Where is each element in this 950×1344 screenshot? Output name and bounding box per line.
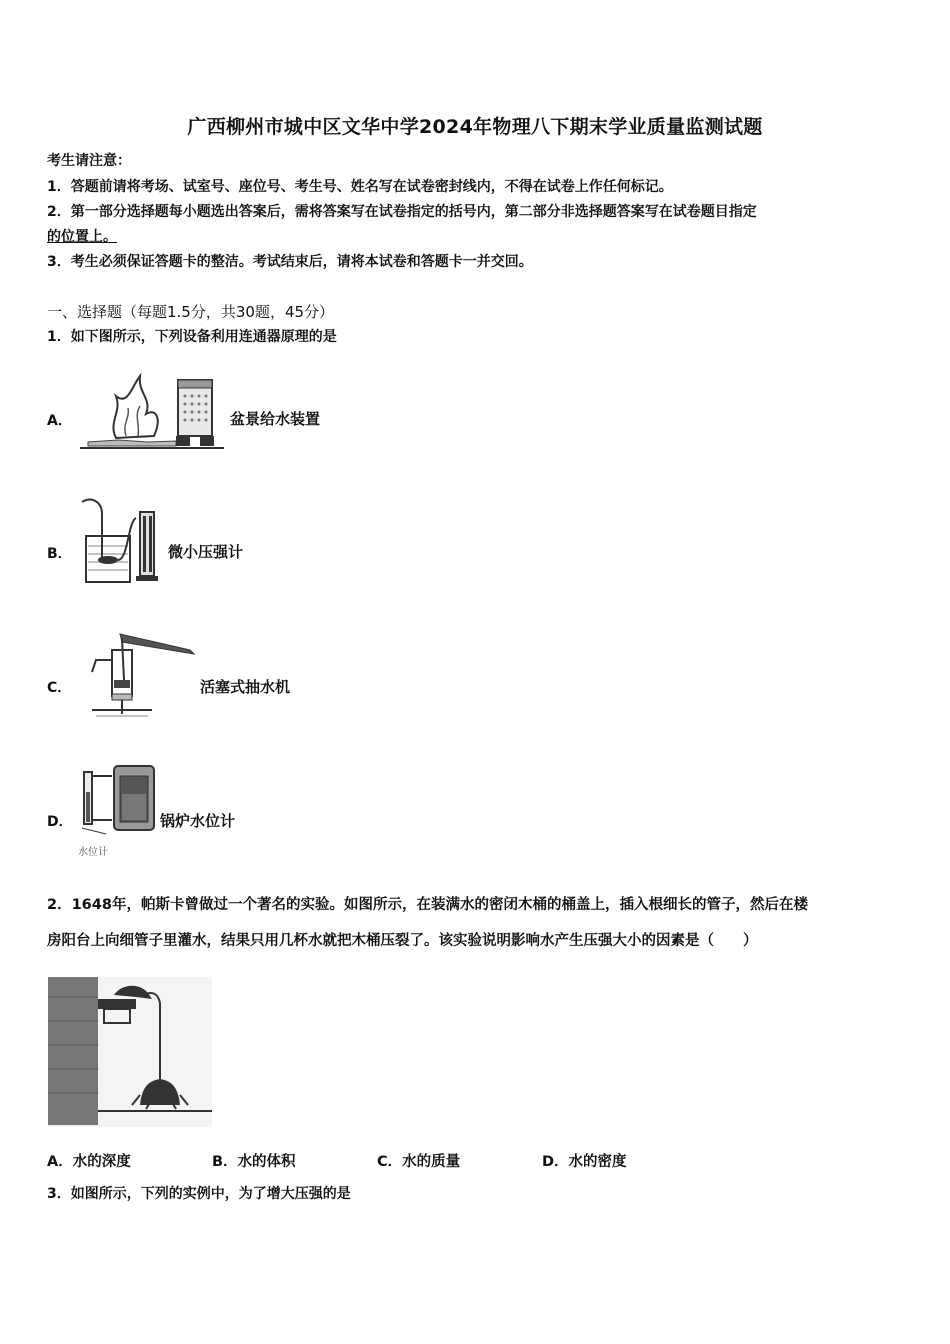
notice-item-3: 3．考生必须保证答题卡的整洁。考试结束后，请将本试卷和答题卡一并交回。 [47,254,533,270]
q2-option-a-letter: A． [47,1154,73,1170]
q1-option-d-text: 锅炉水位计 [160,812,236,830]
notice-heading: 考生请注意： [47,153,131,169]
q2-stem-line-1: 2．1648年，帕斯卡曾做过一个著名的实验。如图所示，在装满水的密闭木桶的桶盖上，插入根细长的管子，然后在楼 [47,897,808,913]
q2-option-d [542,1150,627,1171]
q1-option-a-text: 盆景给水装置 [230,410,321,428]
q2-option-b-letter: B． [212,1154,238,1170]
q3-stem: 3．如图所示，下列的实例中，为了增大压强的是 [47,1186,351,1202]
notice-item-2: 2．第一部分选择题每小题选出答案后，需将答案写在试卷指定的括号内，第二部分非选择题答案写在试卷题目指定 [47,204,757,220]
q2-option-c-letter: C． [377,1154,403,1170]
figure-d-caption: 水位计 [78,847,108,858]
q1-option-b-letter: B． [47,546,72,562]
notice-item-1: 1．答题前请将考场、试室号、座位号、考生号、姓名写在试卷密封线内，不得在试卷上作任何标记。 [47,179,673,195]
q2-option-b [212,1150,296,1171]
q2-option-a-text: 水的深度 [72,1154,131,1170]
piston-pump-figure [82,630,197,720]
q1-option-b-text: 微小压强计 [168,543,244,561]
q2-option-c [377,1150,460,1171]
boiler-level-gauge-figure [76,762,161,837]
q2-option-a [47,1150,131,1171]
pascal-barrel-figure [48,977,212,1127]
q2-option-b-text: 水的体积 [237,1154,296,1170]
q1-option-c-letter: C． [47,680,72,696]
q2-option-c-text: 水的质量 [402,1154,461,1170]
pressure-gauge-figure [72,492,172,587]
notice-item-2-cont: 的位置上。 [47,229,117,245]
q2-option-d-letter: D． [542,1154,569,1170]
q2-stem-line-2: 房阳台上向细管子里灌水，结果只用几杯水就把木桶压裂了。该实验说明影响水产生压强大小的因素是（ ） [47,933,758,949]
q1-option-c-text: 活塞式抽水机 [200,678,291,696]
q1-option-d-letter: D． [47,814,73,830]
q2-option-d-text: 水的密度 [568,1154,627,1170]
section-heading: 一、选择题（每题1.5分，共30题，45分） [47,303,335,321]
q1-stem: 1．如下图所示，下列设备利用连通器原理的是 [47,329,337,345]
q1-option-a-letter: A． [47,413,72,429]
bonsai-water-device-figure [78,372,228,452]
page-title: 广西柳州市城中区文华中学2024年物理八下期末学业质量监测试题 [187,116,763,138]
